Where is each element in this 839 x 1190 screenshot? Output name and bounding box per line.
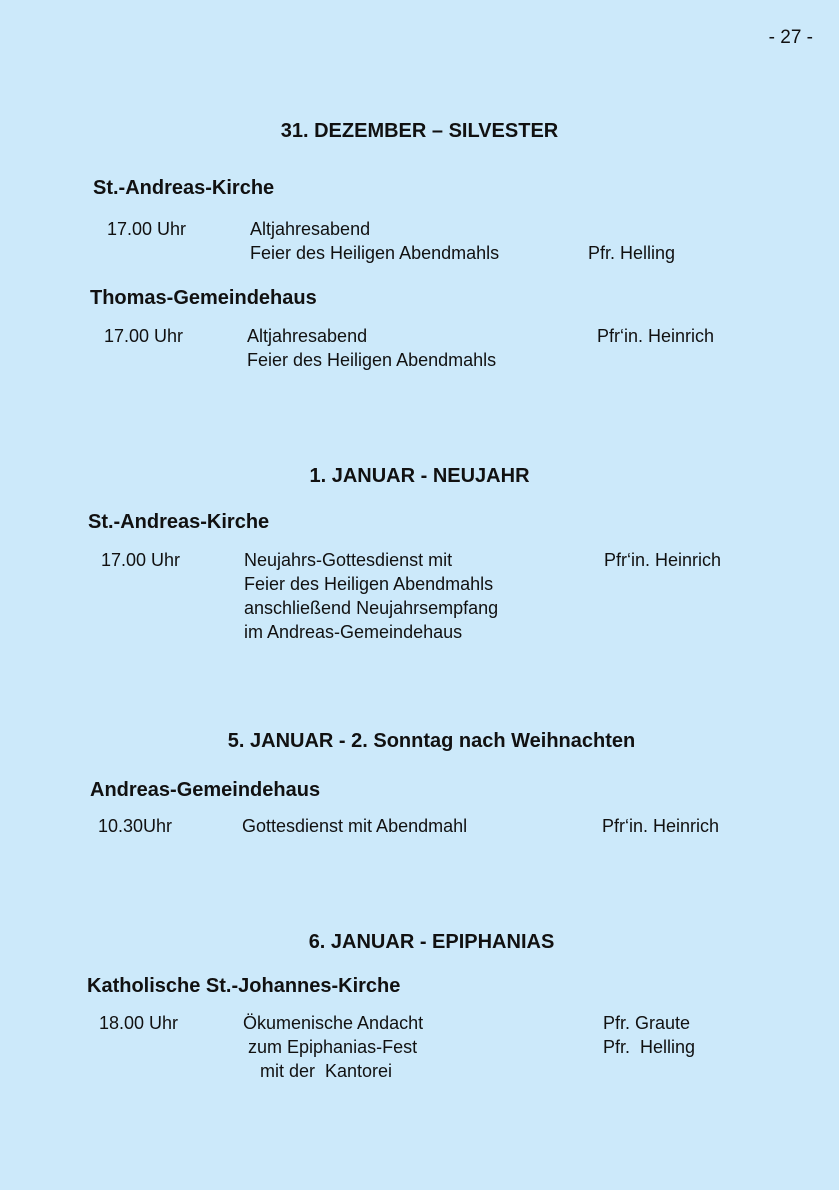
event-description [242, 814, 467, 838]
page-number: - 27 - [768, 27, 813, 48]
description-line: Gottesdienst mit Abendmahl [242, 816, 468, 836]
description-line: Feier des Heiligen Abendmahls [247, 350, 497, 370]
location-heading: Andreas-Gemeindehaus [90, 779, 321, 801]
event-description [247, 324, 496, 372]
section-heading-sonntag: 5. JANUAR - 2. Sonntag nach Weihnachten [227, 730, 636, 752]
location-heading: Thomas-Gemeindehaus [90, 287, 317, 309]
description-line: Altjahresabend [250, 219, 371, 239]
event-time: 10.30Uhr [98, 816, 173, 836]
section-heading-silvester: 31. DEZEMBER – SILVESTER [280, 120, 559, 142]
event-description [243, 1011, 423, 1083]
event-pastor [603, 1011, 695, 1059]
description-line: Ökumenische Andacht [243, 1013, 424, 1033]
event-description [250, 217, 499, 265]
event-pastor: Pfr‘in. Heinrich [597, 326, 715, 346]
description-line: zum Epiphanias-Fest [248, 1037, 418, 1057]
location-heading: Katholische St.-Johannes-Kirche [87, 975, 401, 997]
event-pastor: Pfr‘in. Heinrich [602, 816, 720, 836]
event-time: 17.00 Uhr [101, 550, 181, 570]
section-heading-epiphanias: 6. JANUAR - EPIPHANIAS [308, 931, 555, 953]
event-pastor: Pfr‘in. Heinrich [604, 550, 722, 570]
description-line: anschließend Neujahrsempfang [244, 598, 499, 618]
location-heading: St.-Andreas-Kirche [88, 511, 270, 533]
event-pastor: Pfr. Helling [588, 243, 676, 263]
section-heading-neujahr: 1. JANUAR - NEUJAHR [309, 465, 530, 487]
description-line: Feier des Heiligen Abendmahls [250, 243, 500, 263]
description-line: Feier des Heiligen Abendmahls [244, 574, 494, 594]
pastor-line: Pfr. Graute [603, 1013, 691, 1033]
pastor-line: Pfr. Helling [603, 1037, 696, 1057]
description-line: Altjahresabend [247, 326, 368, 346]
location-heading: St.-Andreas-Kirche [93, 177, 275, 199]
description-line: Neujahrs-Gottesdienst mit [244, 550, 453, 570]
description-line: mit der Kantorei [260, 1061, 393, 1081]
event-time: 17.00 Uhr [104, 326, 184, 346]
event-time: 17.00 Uhr [107, 219, 187, 239]
description-line: im Andreas-Gemeindehaus [244, 622, 463, 642]
event-description [244, 548, 498, 644]
event-time: 18.00 Uhr [99, 1013, 179, 1033]
